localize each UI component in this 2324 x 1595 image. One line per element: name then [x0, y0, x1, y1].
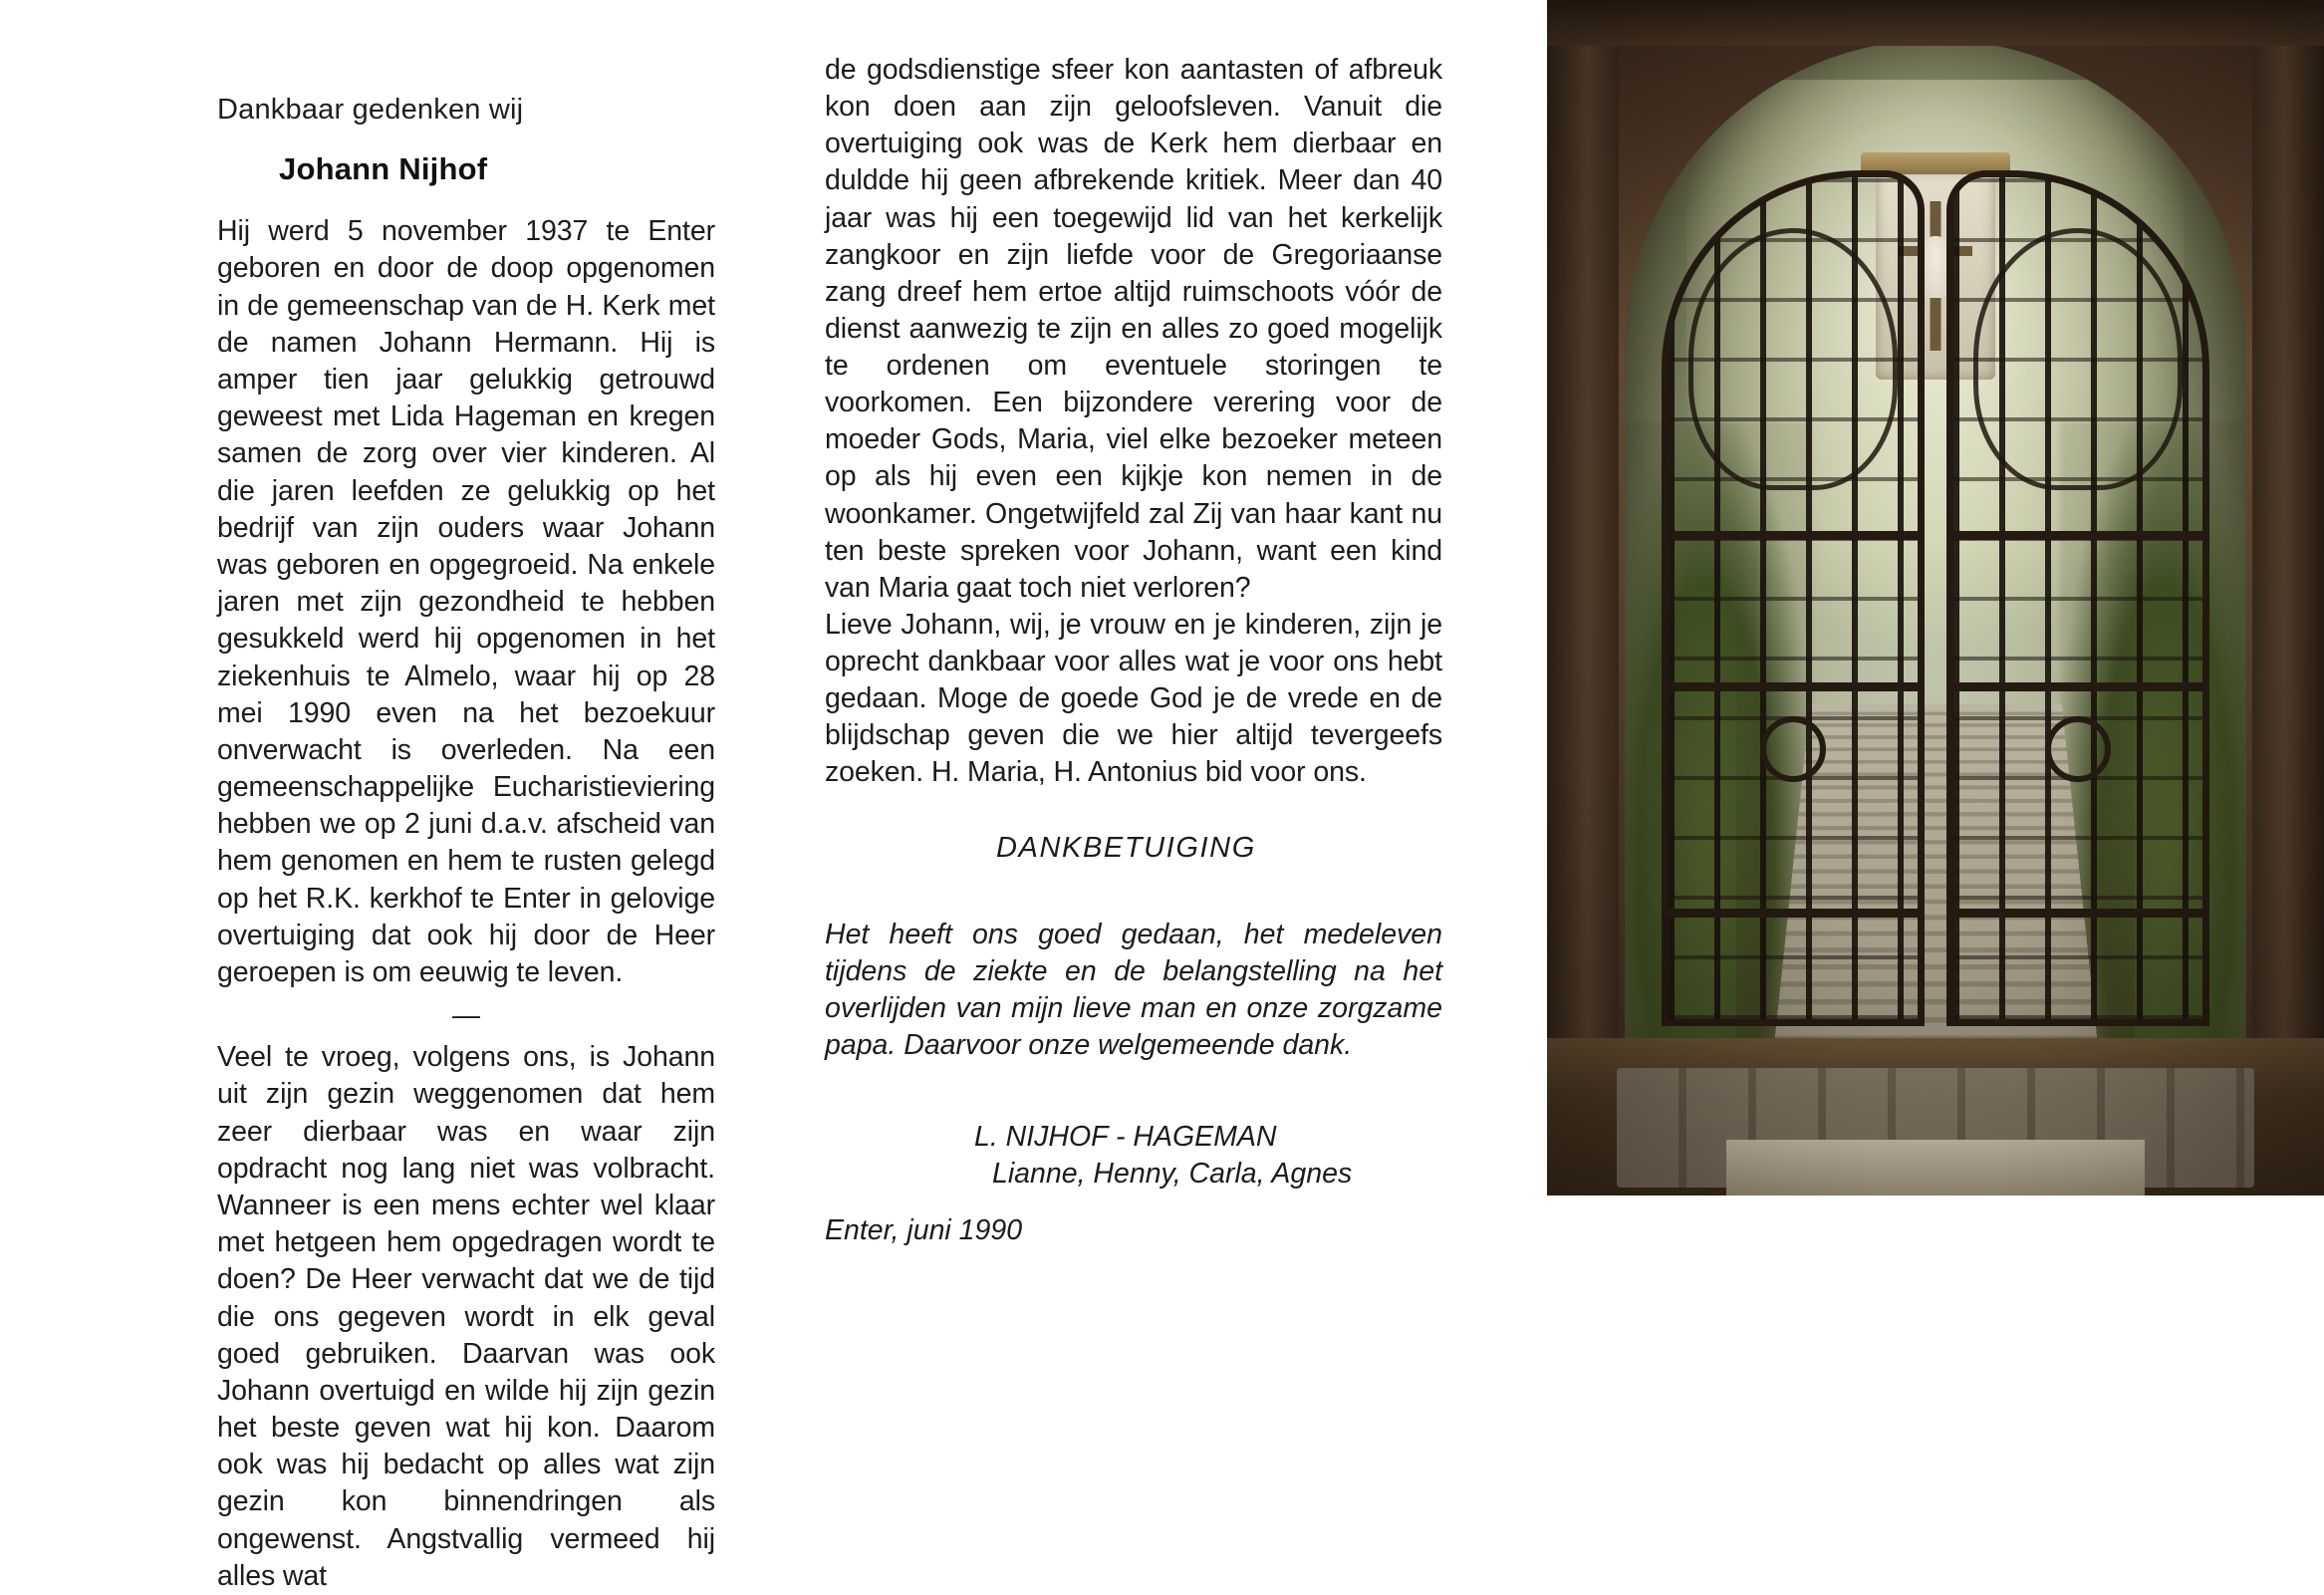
- gate-rail: [1953, 682, 2202, 691]
- gate-scrollwork-right: [1973, 228, 2183, 490]
- middle-paragraph-1: de godsdienstige sfeer kon aantasten of afbreuk kon doen aan zijn geloofsleven. Vanuit die overtuiging ook was de Kerk hem dierbaar en duldde hij geen afbrekende kritiek. Meer dan 40 jaar was hij een toegewijd lid van het kerkelijk zangkoor en zijn liefde voor de Gregoriaanse zang dreef hem ertoe altijd ruimschoots vóór de dienst aanwezig te zijn en alles zo goed mogelijk te ordenen om eventuele storingen te voorkomen. Een bijzondere verering voor de moeder Gods, Maria, viel elke bezoeker meteen op als hij even een kijkje kon nemen in de woonkamer. Ongetwijfeld zal Zij van haar kant nu ten beste spreken voor Johann, want een kind van Maria gaat toch niet verloren?: [825, 54, 1442, 604]
- left-paragraph-1: Hij werd 5 november 1937 te Enter geboren en door de doop opgenomen in de gemeenschap van de H. Kerk met de namen Johann Hermann. Hij is amper tien jaar gelukkig getrouwd geweest met Lida Hageman en kregen samen de zorg over vier kinderen. Al die jaren leefden ze gelukkig op het bedrijf van zijn ouders waar Johann was geboren en opgegroeid. Na enkele jaren met zijn gezondheid te hebben gesukkeld werd hij opgenomen in het ziekenhuis te Almelo, waar hij op 28 mei 1990 even na het bezoekuur onverwacht is overleden. Na een gemeenschappelijke Eucharistieviering hebben we op 2 juni d.a.v. afscheid van hem genomen en hem te rusten gelegd op het R.K. kerkhof te Enter in gelovige overtuiging dat ook hij door de Heer geroepen is om eeuwig te leven.: [217, 215, 715, 988]
- middle-text-column: [825, 0, 1442, 1246]
- left-paragraph-2: Veel te vroeg, volgens ons, is Johann uit zijn gezin weggenomen dat hem zeer dierbaar was en waar zijn opdracht nog lang niet was volbracht. Wanneer is een mens echter wel klaar met hetgeen hem opgedragen wordt te doen? De Heer verwacht dat we de tijd die ons gegeven wordt in elk geval goed gebruiken. Daarvan was ook Johann overtuigd en wilde hij zijn gezin het beste geven wat hij kon. Daarom ook was hij bedacht op alles wat zijn gezin kon binnendringen als ongewenst. Angstvallig vermeed hij alles wat: [217, 1041, 715, 1592]
- signature-block: [825, 1093, 1442, 1193]
- gate-medallion-icon: [1760, 716, 1826, 782]
- left-text-column: [217, 0, 715, 1592]
- deceased-name: Johann Nijhof: [279, 151, 488, 187]
- gate-rail: [1669, 682, 1918, 691]
- iron-gate: [1662, 170, 2208, 1026]
- gate-rail: [1669, 531, 1918, 540]
- wall-top: [1547, 0, 2324, 46]
- archway-opening: [1625, 40, 2246, 1046]
- wall-left: [1547, 0, 1619, 1196]
- gate-left-leaf: [1662, 170, 1925, 1026]
- foreground-sill: [1547, 1038, 2324, 1196]
- memorial-photo: [1547, 0, 2324, 1196]
- photo-background: [1547, 0, 2324, 1196]
- gate-medallion-icon: [2045, 716, 2111, 782]
- signature-name: L. NIJHOF - HAGEMAN: [974, 1120, 1277, 1153]
- signature-children: Lianne, Henny, Carla, Agnes: [992, 1157, 1353, 1190]
- paragraph-separator: —: [452, 999, 480, 1031]
- sill-front-step: [1726, 1140, 2145, 1196]
- gate-rail: [1953, 531, 2202, 540]
- gate-right-leaf: [1946, 170, 2209, 1026]
- gate-rail: [1669, 909, 1918, 918]
- place-date: Enter, juni 1990: [825, 1213, 1023, 1246]
- middle-paragraph-2: Lieve Johann, wij, je vrouw en je kinderen, zijn je oprecht dankbaar voor alles wat je voor ons hebt gedaan. Moge de goede God je de vrede en de blijdschap geven die we hier altijd tevergeefs zoeken. H. Maria, H. Antonius bid voor ons.: [825, 608, 1442, 789]
- thanks-text: Het heeft ons goed gedaan, het medeleven tijdens de ziekte en de belangstelling na het overlijden van mijn lieve man en onze zorgzame papa. Daarvoor onze welgemeende dank.: [825, 919, 1442, 1062]
- gate-rail: [1953, 909, 2202, 918]
- intro-line: Dankbaar gedenken wij: [217, 94, 524, 126]
- gate-scrollwork-left: [1688, 228, 1898, 490]
- thanks-heading: DANKBETUIGING: [996, 831, 1256, 864]
- wall-right: [2252, 0, 2324, 1196]
